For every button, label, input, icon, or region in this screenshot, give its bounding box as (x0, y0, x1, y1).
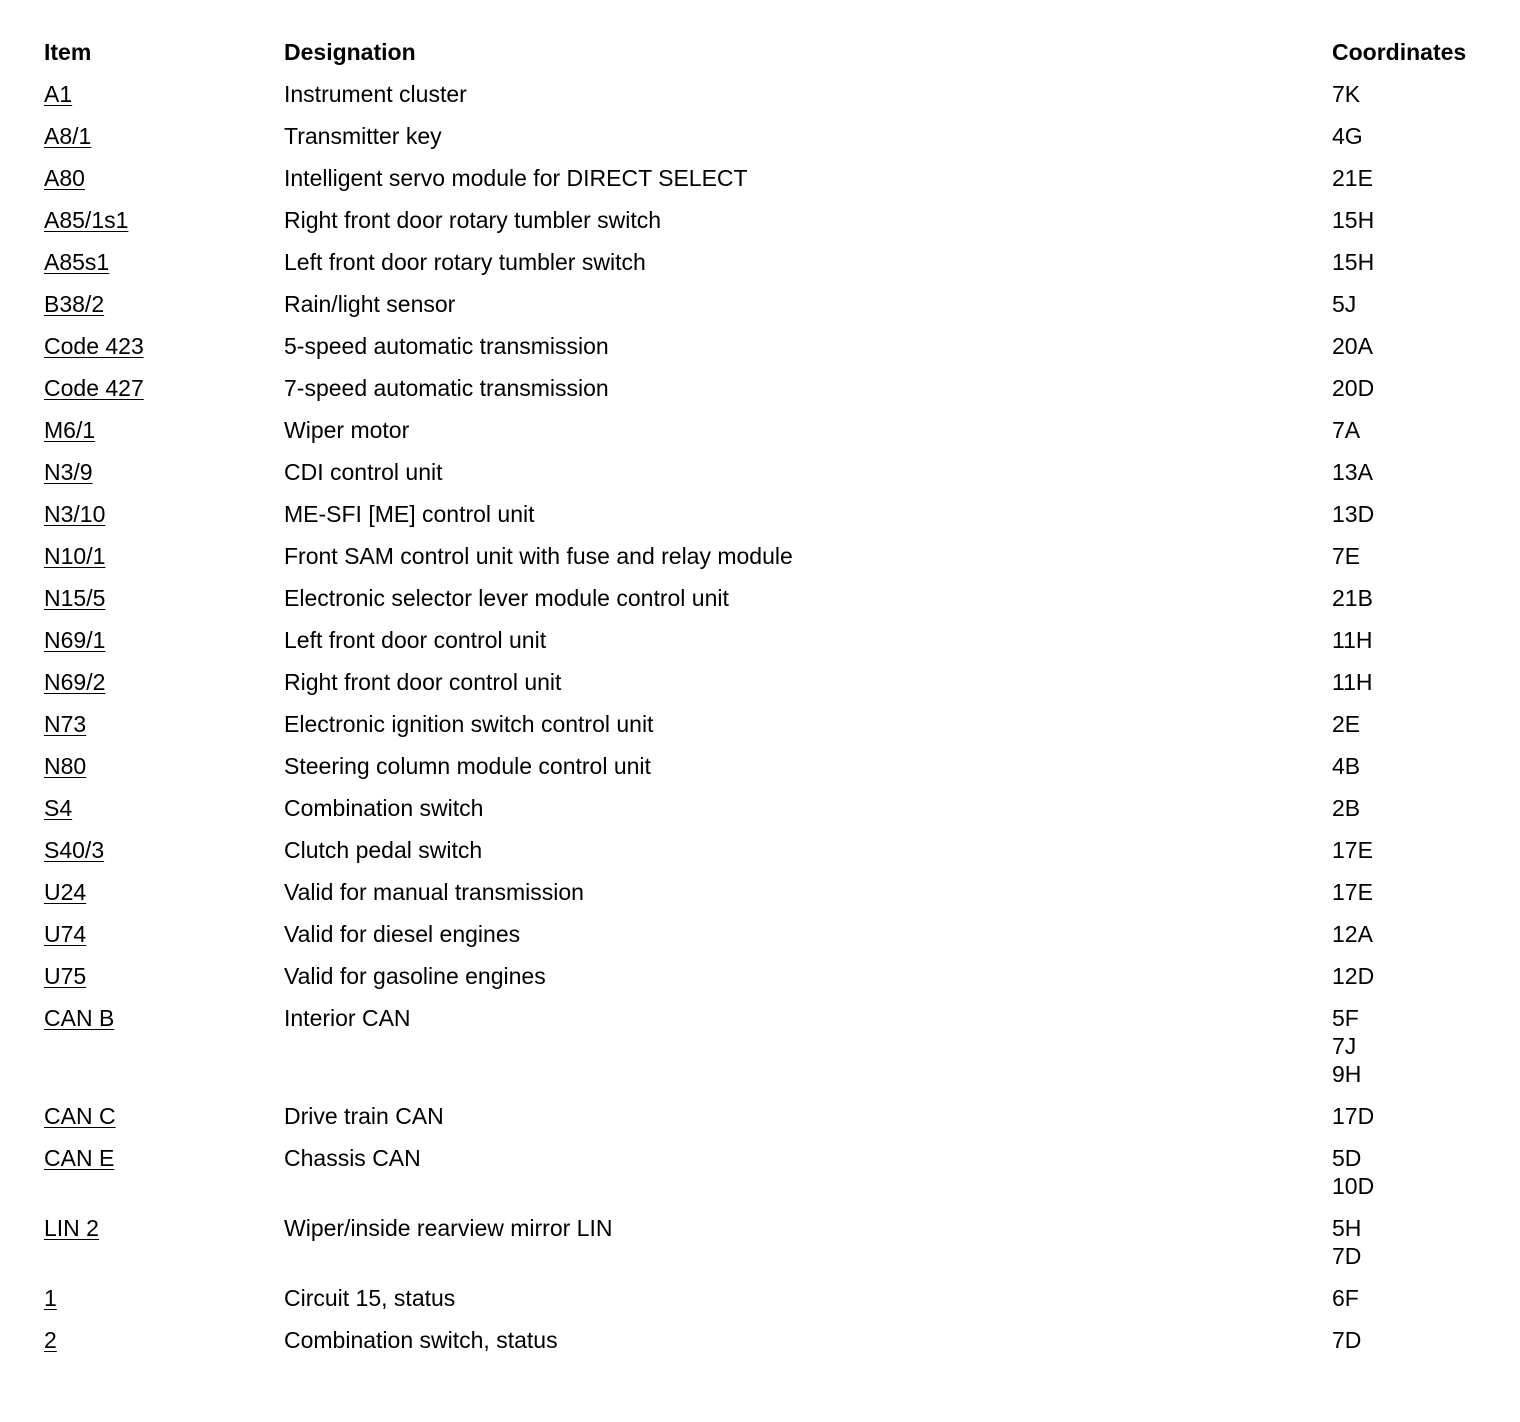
designation-cell: Valid for gasoline engines (284, 963, 546, 989)
item-cell (44, 542, 284, 570)
coordinate-value: 4B (1332, 753, 1361, 779)
coordinate-value: 2B (1332, 795, 1361, 821)
coordinate-value: 21B (1332, 585, 1373, 611)
coordinates-cell (1332, 332, 1484, 360)
item-link[interactable]: 2 (44, 1327, 57, 1353)
item-link[interactable]: CAN E (44, 1145, 115, 1171)
coordinate-value: 17D (1332, 1103, 1375, 1129)
coordinates-cell (1332, 542, 1484, 570)
coordinate-value: 15H (1332, 249, 1375, 275)
designation-cell: Interior CAN (284, 1005, 411, 1031)
table-row (44, 290, 1484, 332)
item-link[interactable]: A85/1s1 (44, 207, 129, 233)
item-link[interactable]: A85s1 (44, 249, 110, 275)
coordinates-cell (1332, 1214, 1484, 1270)
coordinate-value: 5H (1332, 1215, 1362, 1241)
coordinate-value: 5D (1332, 1145, 1362, 1171)
designation-cell: Left front door control unit (284, 627, 547, 653)
table-row (44, 878, 1484, 920)
table-row (44, 164, 1484, 206)
item-cell (44, 584, 284, 612)
coordinate-value: 12D (1332, 963, 1375, 989)
coordinate-value: 13D (1332, 501, 1375, 527)
item-link[interactable]: S40/3 (44, 837, 105, 863)
designation-cell: Valid for manual transmission (284, 879, 584, 905)
coordinates-cell (1332, 794, 1484, 822)
designation-cell: Electronic selector lever module control unit (284, 585, 729, 611)
coordinate-value: 4G (1332, 123, 1363, 149)
item-link[interactable]: CAN C (44, 1103, 116, 1129)
coordinate-value: 9H (1332, 1061, 1362, 1087)
item-cell (44, 794, 284, 822)
designation-cell: Drive train CAN (284, 1103, 444, 1129)
item-link[interactable]: Code 427 (44, 375, 144, 401)
item-cell (44, 164, 284, 192)
table-row (44, 1004, 1484, 1102)
table-row (44, 374, 1484, 416)
item-link[interactable]: A8/1 (44, 123, 92, 149)
designation-cell: Intelligent servo module for DIRECT SELECT (284, 165, 748, 191)
table-body (44, 80, 1484, 1368)
coordinates-cell (1332, 584, 1484, 612)
item-cell (44, 458, 284, 486)
item-link[interactable]: Code 423 (44, 333, 144, 359)
item-link[interactable]: N15/5 (44, 585, 106, 611)
designation-cell: Left front door rotary tumbler switch (284, 249, 646, 275)
coordinates-cell (1332, 458, 1484, 486)
coordinate-value: 10D (1332, 1173, 1375, 1199)
coordinate-value: 11H (1332, 669, 1373, 695)
item-link[interactable]: 1 (44, 1285, 57, 1311)
designation-cell: CDI control unit (284, 459, 443, 485)
item-cell (44, 752, 284, 780)
table-row (44, 458, 1484, 500)
table-row (44, 1214, 1484, 1284)
coordinate-value: 20D (1332, 375, 1375, 401)
table-row (44, 122, 1484, 164)
designation-cell: Front SAM control unit with fuse and relay module (284, 543, 793, 569)
table-row (44, 1326, 1484, 1368)
table-row (44, 206, 1484, 248)
item-cell (44, 1102, 284, 1130)
coordinate-value: 12A (1332, 921, 1373, 947)
coordinates-cell (1332, 1144, 1484, 1200)
designation-cell: Circuit 15, status (284, 1285, 456, 1311)
coordinates-cell (1332, 500, 1484, 528)
coordinates-cell (1332, 374, 1484, 402)
item-cell (44, 332, 284, 360)
item-cell (44, 1214, 284, 1242)
item-cell (44, 920, 284, 948)
coordinate-value: 5J (1332, 291, 1357, 317)
coordinate-value: 7D (1332, 1327, 1362, 1353)
coordinates-cell (1332, 836, 1484, 864)
item-cell (44, 962, 284, 990)
item-cell (44, 206, 284, 234)
coordinate-value: 2E (1332, 711, 1361, 737)
table-row (44, 794, 1484, 836)
coordinates-cell (1332, 416, 1484, 444)
designation-cell: Electronic ignition switch control unit (284, 711, 654, 737)
coordinates-cell (1332, 710, 1484, 738)
designation-cell: Combination switch, status (284, 1327, 558, 1353)
designation-cell: Transmitter key (284, 123, 442, 149)
component-legend-table (44, 38, 1484, 1368)
designation-cell: Instrument cluster (284, 81, 467, 107)
item-cell (44, 878, 284, 906)
coordinate-value: 7J (1332, 1033, 1357, 1059)
table-row (44, 416, 1484, 458)
table-row (44, 248, 1484, 290)
table-row (44, 80, 1484, 122)
item-cell (44, 500, 284, 528)
item-link[interactable]: N3/10 (44, 501, 106, 527)
designation-cell: Rain/light sensor (284, 291, 456, 317)
coordinate-value: 7D (1332, 1243, 1362, 1269)
coordinates-cell (1332, 1326, 1484, 1354)
coordinates-cell (1332, 290, 1484, 318)
table-row (44, 752, 1484, 794)
coordinates-cell (1332, 1284, 1484, 1312)
designation-cell: ME-SFI [ME] control unit (284, 501, 535, 527)
item-link[interactable]: LIN 2 (44, 1215, 99, 1241)
designation-cell: Combination switch (284, 795, 484, 821)
item-cell (44, 710, 284, 738)
designation-cell: Clutch pedal switch (284, 837, 483, 863)
item-link[interactable]: N69/1 (44, 627, 106, 653)
designation-cell: Chassis CAN (284, 1145, 421, 1171)
table-row (44, 500, 1484, 542)
coordinate-value: 7A (1332, 417, 1361, 443)
table-row (44, 1284, 1484, 1326)
coordinates-cell (1332, 626, 1484, 654)
coordinates-cell (1332, 668, 1484, 696)
coordinate-value: 5F (1332, 1005, 1359, 1031)
item-cell (44, 80, 284, 108)
table-row (44, 584, 1484, 626)
coordinate-value: 7E (1332, 543, 1361, 569)
item-cell (44, 626, 284, 654)
coordinate-value: 7K (1332, 81, 1361, 107)
coordinates-cell (1332, 164, 1484, 192)
designation-cell: 7-speed automatic transmission (284, 375, 609, 401)
table-row (44, 1102, 1484, 1144)
coordinates-cell (1332, 878, 1484, 906)
item-cell (44, 290, 284, 318)
coordinates-cell (1332, 1102, 1484, 1130)
coordinates-cell (1332, 122, 1484, 150)
coordinate-value: 13A (1332, 459, 1373, 485)
table-row (44, 668, 1484, 710)
item-link[interactable]: N10/1 (44, 543, 106, 569)
table-row (44, 836, 1484, 878)
item-link[interactable]: A1 (44, 81, 73, 107)
designation-cell: Wiper/inside rearview mirror LIN (284, 1215, 613, 1241)
item-cell (44, 248, 284, 276)
designation-column-header: Designation (284, 39, 416, 65)
coordinates-column-header: Coordinates (1332, 39, 1467, 65)
coordinates-cell (1332, 752, 1484, 780)
item-link[interactable]: N3/9 (44, 459, 93, 485)
item-cell (44, 1326, 284, 1354)
designation-cell: Steering column module control unit (284, 753, 651, 779)
coordinate-value: 17E (1332, 879, 1373, 905)
coordinates-cell (1332, 248, 1484, 276)
item-link[interactable]: B38/2 (44, 291, 105, 317)
coordinate-value: 17E (1332, 837, 1373, 863)
item-cell (44, 1144, 284, 1172)
item-cell (44, 416, 284, 444)
table-row (44, 542, 1484, 584)
coordinate-value: 11H (1332, 627, 1373, 653)
item-link[interactable]: CAN B (44, 1005, 115, 1031)
item-column-header: Item (44, 39, 92, 65)
table-row (44, 332, 1484, 374)
designation-cell: Wiper motor (284, 417, 410, 443)
item-cell (44, 668, 284, 696)
table-row (44, 962, 1484, 1004)
table-row (44, 626, 1484, 668)
item-link[interactable]: U74 (44, 921, 87, 947)
item-cell (44, 1004, 284, 1032)
item-link[interactable]: N73 (44, 711, 87, 737)
item-cell (44, 1284, 284, 1312)
coordinate-value: 21E (1332, 165, 1373, 191)
item-link[interactable]: N80 (44, 753, 87, 779)
coordinates-cell (1332, 1004, 1484, 1088)
designation-cell: Right front door rotary tumbler switch (284, 207, 662, 233)
item-link[interactable]: N69/2 (44, 669, 106, 695)
designation-cell: Valid for diesel engines (284, 921, 521, 947)
coordinates-cell (1332, 920, 1484, 948)
coordinates-cell (1332, 80, 1484, 108)
coordinate-value: 20A (1332, 333, 1373, 359)
item-link[interactable]: S4 (44, 795, 73, 821)
item-link[interactable]: A80 (44, 165, 85, 191)
table-row (44, 920, 1484, 962)
item-link[interactable]: U24 (44, 879, 87, 905)
designation-cell: Right front door control unit (284, 669, 562, 695)
item-cell (44, 122, 284, 150)
table-row (44, 1144, 1484, 1214)
item-link[interactable]: M6/1 (44, 417, 96, 443)
item-link[interactable]: U75 (44, 963, 87, 989)
table-row (44, 710, 1484, 752)
table-header (44, 38, 1484, 80)
coordinate-value: 6F (1332, 1285, 1359, 1311)
coordinates-cell (1332, 206, 1484, 234)
coordinate-value: 15H (1332, 207, 1375, 233)
designation-cell: 5-speed automatic transmission (284, 333, 609, 359)
coordinates-cell (1332, 962, 1484, 990)
item-cell (44, 836, 284, 864)
item-cell (44, 374, 284, 402)
